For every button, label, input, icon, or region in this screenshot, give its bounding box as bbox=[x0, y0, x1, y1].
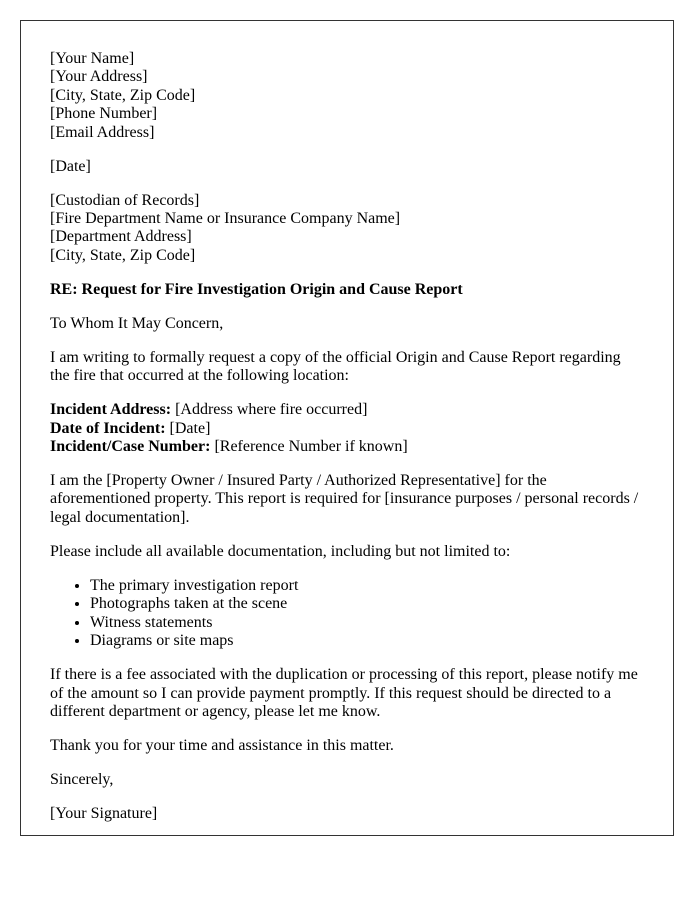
recipient-organization: [Fire Department Name or Insurance Company Name] bbox=[50, 210, 401, 228]
sender-block bbox=[50, 50, 643, 142]
incident-date-value: [Date] bbox=[165, 419, 211, 437]
sender-name: [Your Name] bbox=[50, 50, 135, 67]
document-viewport bbox=[20, 20, 674, 836]
thanks-paragraph: Thank you for your time and assistance in this matter. bbox=[50, 736, 394, 754]
salutation: To Whom It May Concern, bbox=[50, 314, 224, 332]
list-item: • The primary investigation report bbox=[90, 577, 643, 595]
sender-city: [City, State, Zip Code] bbox=[50, 86, 196, 104]
incident-date-label: Date of Incident: bbox=[50, 419, 166, 437]
fee-paragraph: If there is a fee associated with the duplication or processing of this report, please notify me of the amount so I can provide payment promptly. If this request should be directed to a different department or agency, please let me know. bbox=[50, 666, 638, 720]
incident-details bbox=[50, 401, 643, 456]
recipient-title: [Custodian of Records] bbox=[50, 191, 200, 209]
include-intro: Please include all available documentation, including but not limited to: bbox=[50, 542, 511, 560]
recipient-city: [City, State, Zip Code] bbox=[50, 246, 196, 264]
role-paragraph: I am the [Property Owner / Insured Party / Authorized Representative] for the aforementioned property. This report is required for [insurance purposes / personal records / legal documentation]. bbox=[50, 472, 639, 526]
list-item: • Diagrams or site maps bbox=[90, 632, 643, 650]
letter-page bbox=[20, 20, 674, 836]
list-item: • Witness statements bbox=[90, 614, 643, 632]
signature: [Your Signature] bbox=[50, 804, 158, 822]
incident-address-value: [Address where fire occurred] bbox=[171, 401, 368, 419]
sender-email: [Email Address] bbox=[50, 123, 155, 141]
recipient-address: [Department Address] bbox=[50, 228, 192, 246]
case-number-label: Incident/Case Number: bbox=[50, 438, 211, 456]
case-number-value: [Reference Number if known] bbox=[210, 438, 408, 456]
closing: Sincerely, bbox=[50, 770, 114, 788]
list-item: • Photographs taken at the scene bbox=[90, 595, 643, 613]
subject-line: RE: Request for Fire Investigation Origin and Cause Report bbox=[50, 280, 463, 298]
incident-address-label: Incident Address: bbox=[50, 401, 172, 419]
recipient-block bbox=[50, 192, 643, 266]
sender-address: [Your Address] bbox=[50, 68, 148, 86]
letter-date: [Date] bbox=[50, 157, 91, 175]
documentation-list bbox=[50, 577, 643, 651]
intro-paragraph: I am writing to formally request a copy of the official Origin and Cause Report regarding the fire that occurred at the following location: bbox=[50, 348, 621, 385]
sender-phone: [Phone Number] bbox=[50, 105, 158, 123]
